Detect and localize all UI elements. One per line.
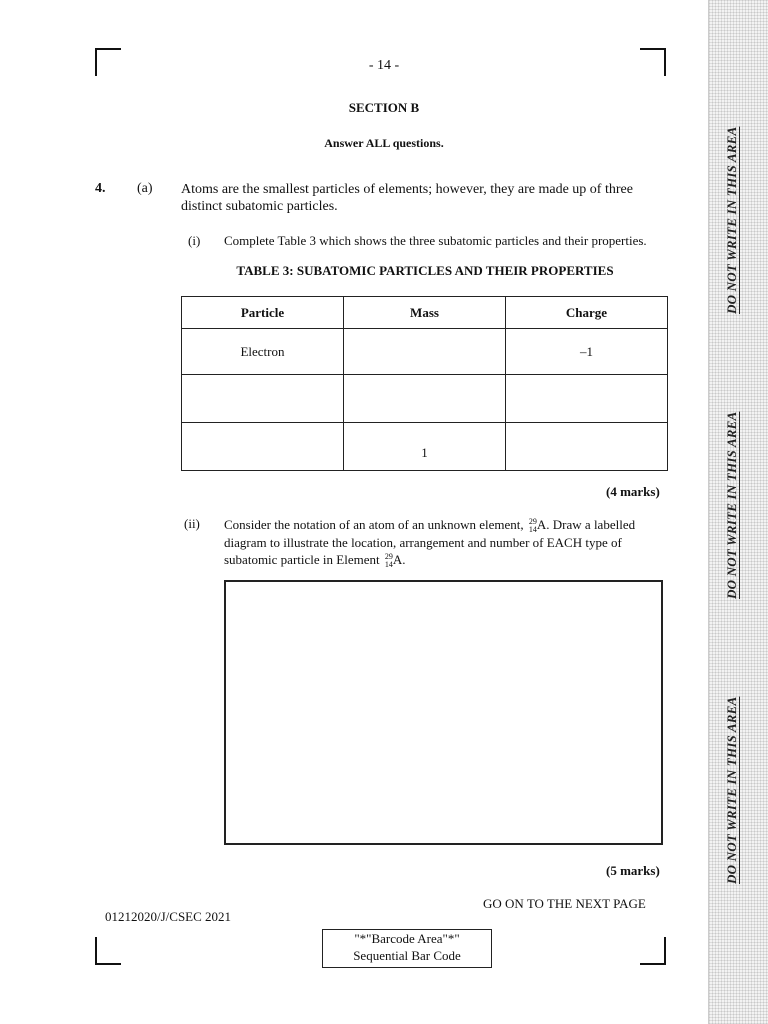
marks-part-i: (4 marks) bbox=[606, 484, 660, 499]
sub-question-i-label: (i) bbox=[188, 233, 201, 248]
barcode-line-2: Sequential Bar Code bbox=[353, 948, 461, 963]
sub-question-i-text: Complete Table 3 which shows the three subatomic particles and their properties. bbox=[224, 233, 647, 248]
crop-mark-bottom-left-v bbox=[95, 937, 97, 965]
table-cell[interactable]: –1 bbox=[506, 329, 668, 375]
crop-mark-bottom-right-v bbox=[664, 937, 666, 965]
mass-number: 29 bbox=[528, 517, 537, 527]
exam-code: 01212020/J/CSEC 2021 bbox=[105, 909, 232, 924]
marks-part-ii: (5 marks) bbox=[606, 863, 660, 878]
subatomic-particles-table bbox=[181, 296, 668, 471]
table-cell[interactable] bbox=[344, 375, 506, 423]
crop-mark-bottom-left-h bbox=[95, 963, 121, 965]
nuclide-notation-numbers-2 bbox=[385, 553, 393, 569]
table-cell[interactable] bbox=[182, 423, 344, 471]
table-cell[interactable]: Electron bbox=[182, 329, 344, 375]
element-symbol-2: A bbox=[392, 552, 403, 568]
table-row bbox=[182, 423, 668, 471]
instruction: Answer ALL questions. bbox=[324, 136, 444, 150]
sub-question-ii-text-2: . Draw a labelled diagram to illustrate the location, arrangement and number of EACH type of subatomic particle in Element bbox=[224, 517, 636, 568]
do-not-write-label-1: DO NOT WRITE IN THIS AREA bbox=[724, 126, 739, 314]
table-row bbox=[182, 329, 668, 375]
do-not-write-label-3: DO NOT WRITE IN THIS AREA bbox=[724, 696, 739, 884]
table-cell[interactable] bbox=[506, 375, 668, 423]
question-part: (a) bbox=[137, 181, 153, 196]
barcode-line-1: "*"Barcode Area"*" bbox=[354, 931, 460, 946]
table-cell[interactable] bbox=[344, 329, 506, 375]
header-particle: Particle bbox=[182, 297, 344, 329]
section-title: SECTION B bbox=[348, 100, 420, 115]
atomic-number-2: 14 bbox=[384, 560, 393, 570]
question-intro: Atoms are the smallest particles of elements; however, they are made up of three distinct subatomic particles. bbox=[181, 182, 633, 214]
header-charge: Charge bbox=[506, 297, 668, 329]
table-cell[interactable] bbox=[182, 375, 344, 423]
crop-mark-bottom-right-h bbox=[640, 963, 666, 965]
crop-mark-top-left-h bbox=[95, 48, 121, 50]
diagram-answer-box[interactable] bbox=[224, 580, 663, 845]
table-title: TABLE 3: SUBATOMIC PARTICLES AND THEIR PROPERTIES bbox=[236, 263, 614, 278]
sub-question-ii-text bbox=[224, 516, 670, 569]
crop-mark-top-right-h bbox=[640, 48, 666, 50]
do-not-write-label-2: DO NOT WRITE IN THIS AREA bbox=[724, 411, 739, 599]
nuclide-notation-numbers bbox=[529, 518, 537, 534]
sub-question-ii-text-3: . bbox=[402, 552, 406, 568]
table-cell[interactable]: 1 bbox=[344, 423, 506, 471]
element-symbol: A bbox=[536, 517, 547, 532]
page-number: - 14 - bbox=[368, 58, 400, 73]
atomic-number: 14 bbox=[528, 525, 537, 535]
header-mass: Mass bbox=[344, 297, 506, 329]
sub-question-ii-label: (ii) bbox=[184, 516, 200, 531]
table-row bbox=[182, 375, 668, 423]
barcode-area bbox=[322, 929, 492, 968]
table-header-row bbox=[182, 297, 668, 329]
next-page-notice: GO ON TO THE NEXT PAGE bbox=[483, 896, 646, 911]
table-cell[interactable] bbox=[506, 423, 668, 471]
sub-question-ii-text-1: Consider the notation of an atom of an unknown element, bbox=[224, 517, 524, 532]
question-number: 4. bbox=[95, 181, 106, 196]
mass-number-2: 29 bbox=[384, 552, 393, 562]
